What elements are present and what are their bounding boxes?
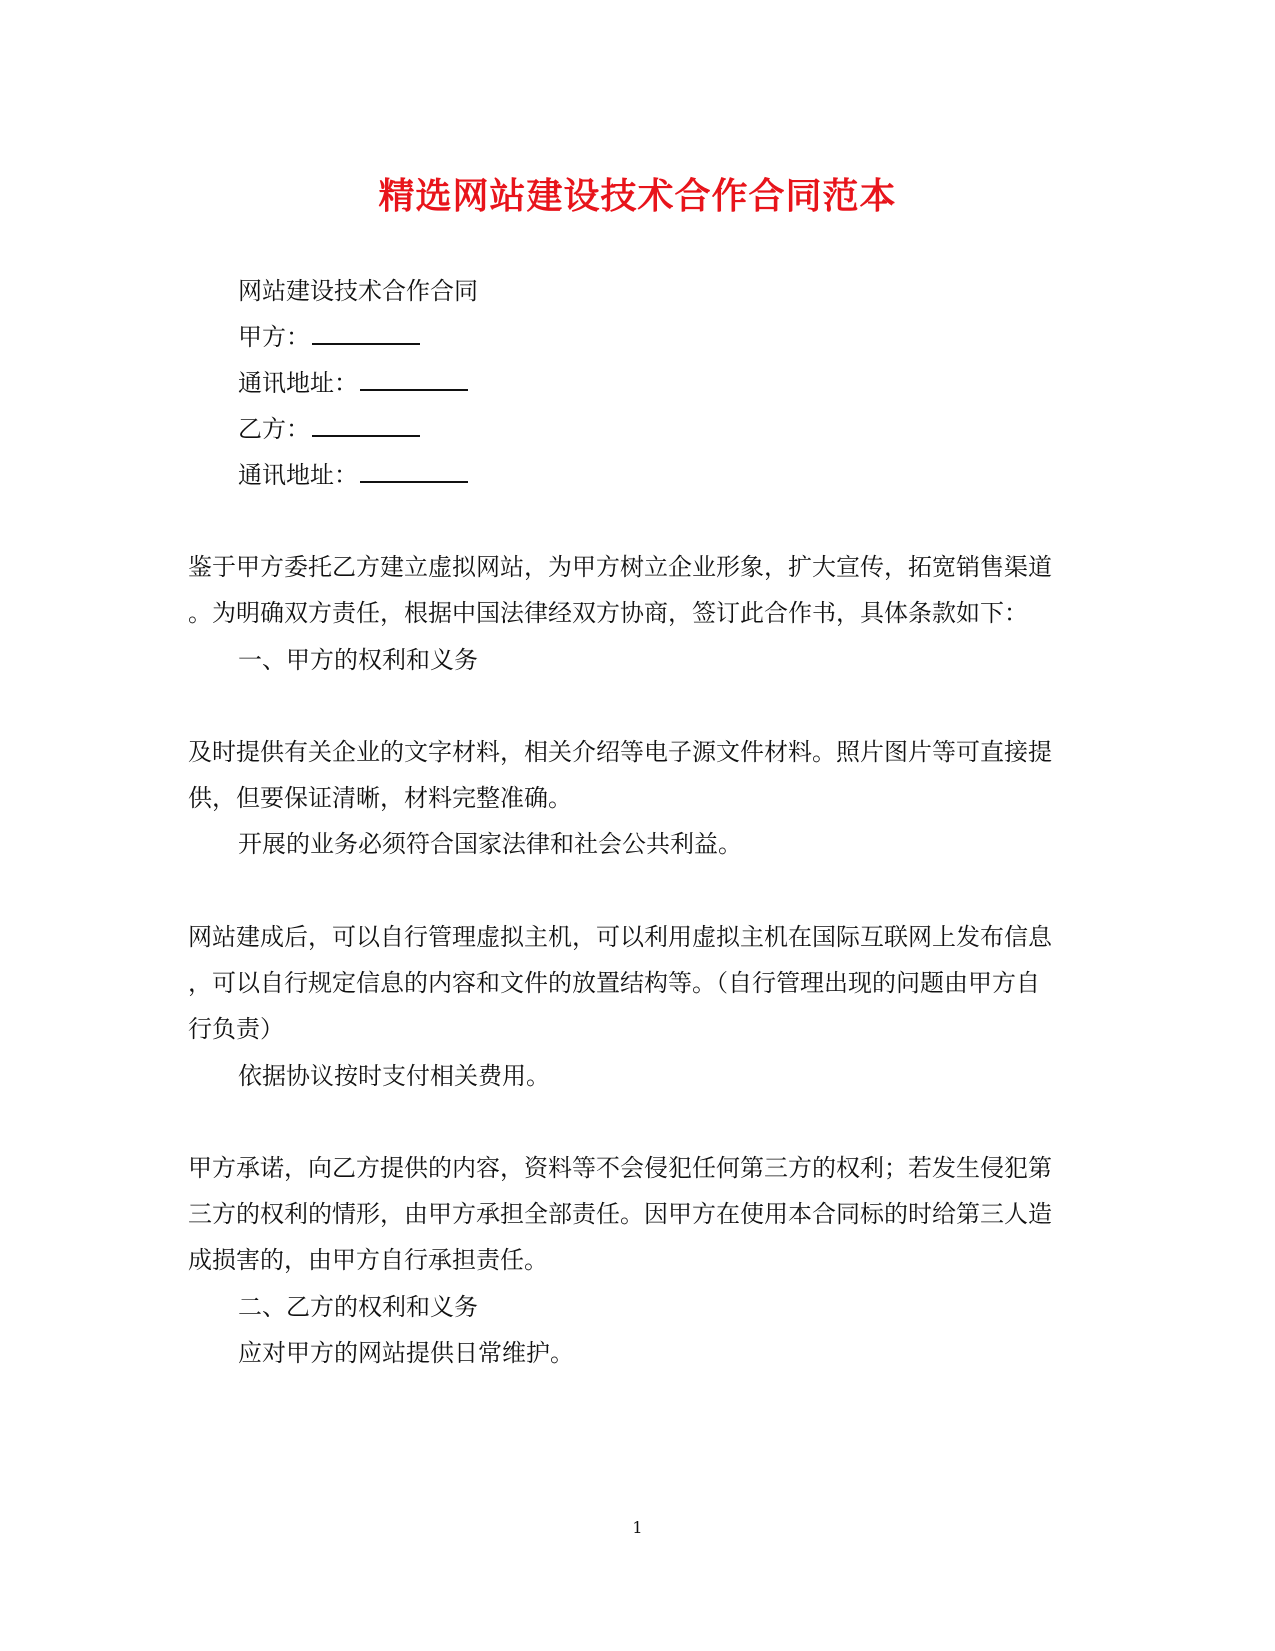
s1-paragraph-4: 依据协议按时支付相关费用。 xyxy=(238,1062,550,1090)
party-a-label: 甲方： xyxy=(238,323,310,351)
section-2-heading: 二、乙方的权利和义务 xyxy=(238,1293,478,1321)
party-a-blank xyxy=(312,323,420,345)
s1-paragraph-5-line-1: 甲方承诺，向乙方提供的内容，资料等不会侵犯任何第三方的权利；若发生侵犯第 xyxy=(188,1154,1052,1182)
s1-paragraph-1-line-2: 供，但要保证清晰，材料完整准确。 xyxy=(188,784,572,812)
preamble-line-2: 。为明确双方责任，根据中国法律经双方协商，签订此合作书，具体条款如下： xyxy=(188,599,1028,627)
s1-paragraph-3-line-3: 行负责） xyxy=(188,1015,284,1043)
page-number: 1 xyxy=(632,1518,643,1537)
document-title: 精选网站建设技术合作合同范本 xyxy=(378,175,897,217)
section-1-heading: 一、甲方的权利和义务 xyxy=(238,646,478,674)
party-b-label: 乙方： xyxy=(238,415,310,443)
s1-paragraph-3-line-2: ，可以自行规定信息的内容和文件的放置结构等。（自行管理出现的问题由甲方自 xyxy=(188,969,1040,997)
s1-paragraph-2: 开展的业务必须符合国家法律和社会公共利益。 xyxy=(238,830,742,858)
address-a-blank xyxy=(360,369,468,391)
s1-paragraph-5-line-3: 成损害的，由甲方自行承担责任。 xyxy=(188,1246,548,1274)
address-b-blank xyxy=(360,461,468,483)
preamble-line-1: 鉴于甲方委托乙方建立虚拟网站，为甲方树立企业形象，扩大宣传，拓宽销售渠道 xyxy=(188,553,1052,581)
address-b-label: 通讯地址： xyxy=(238,461,358,489)
party-b-blank xyxy=(312,415,420,437)
party-b-line xyxy=(238,414,420,444)
s1-paragraph-3-line-1: 网站建成后，可以自行管理虚拟主机，可以利用虚拟主机在国际互联网上发布信息 xyxy=(188,923,1052,951)
address-a-line xyxy=(238,368,468,398)
s1-paragraph-5-line-2: 三方的权利的情形，由甲方承担全部责任。因甲方在使用本合同标的时给第三人造 xyxy=(188,1200,1052,1228)
party-a-line xyxy=(238,322,420,352)
address-a-label: 通讯地址： xyxy=(238,369,358,397)
s2-paragraph-1: 应对甲方的网站提供日常维护。 xyxy=(238,1339,574,1367)
s1-paragraph-1-line-1: 及时提供有关企业的文字材料，相关介绍等电子源文件材料。照片图片等可直接提 xyxy=(188,738,1052,766)
address-b-line xyxy=(238,460,468,490)
contract-subtitle: 网站建设技术合作合同 xyxy=(238,277,478,305)
